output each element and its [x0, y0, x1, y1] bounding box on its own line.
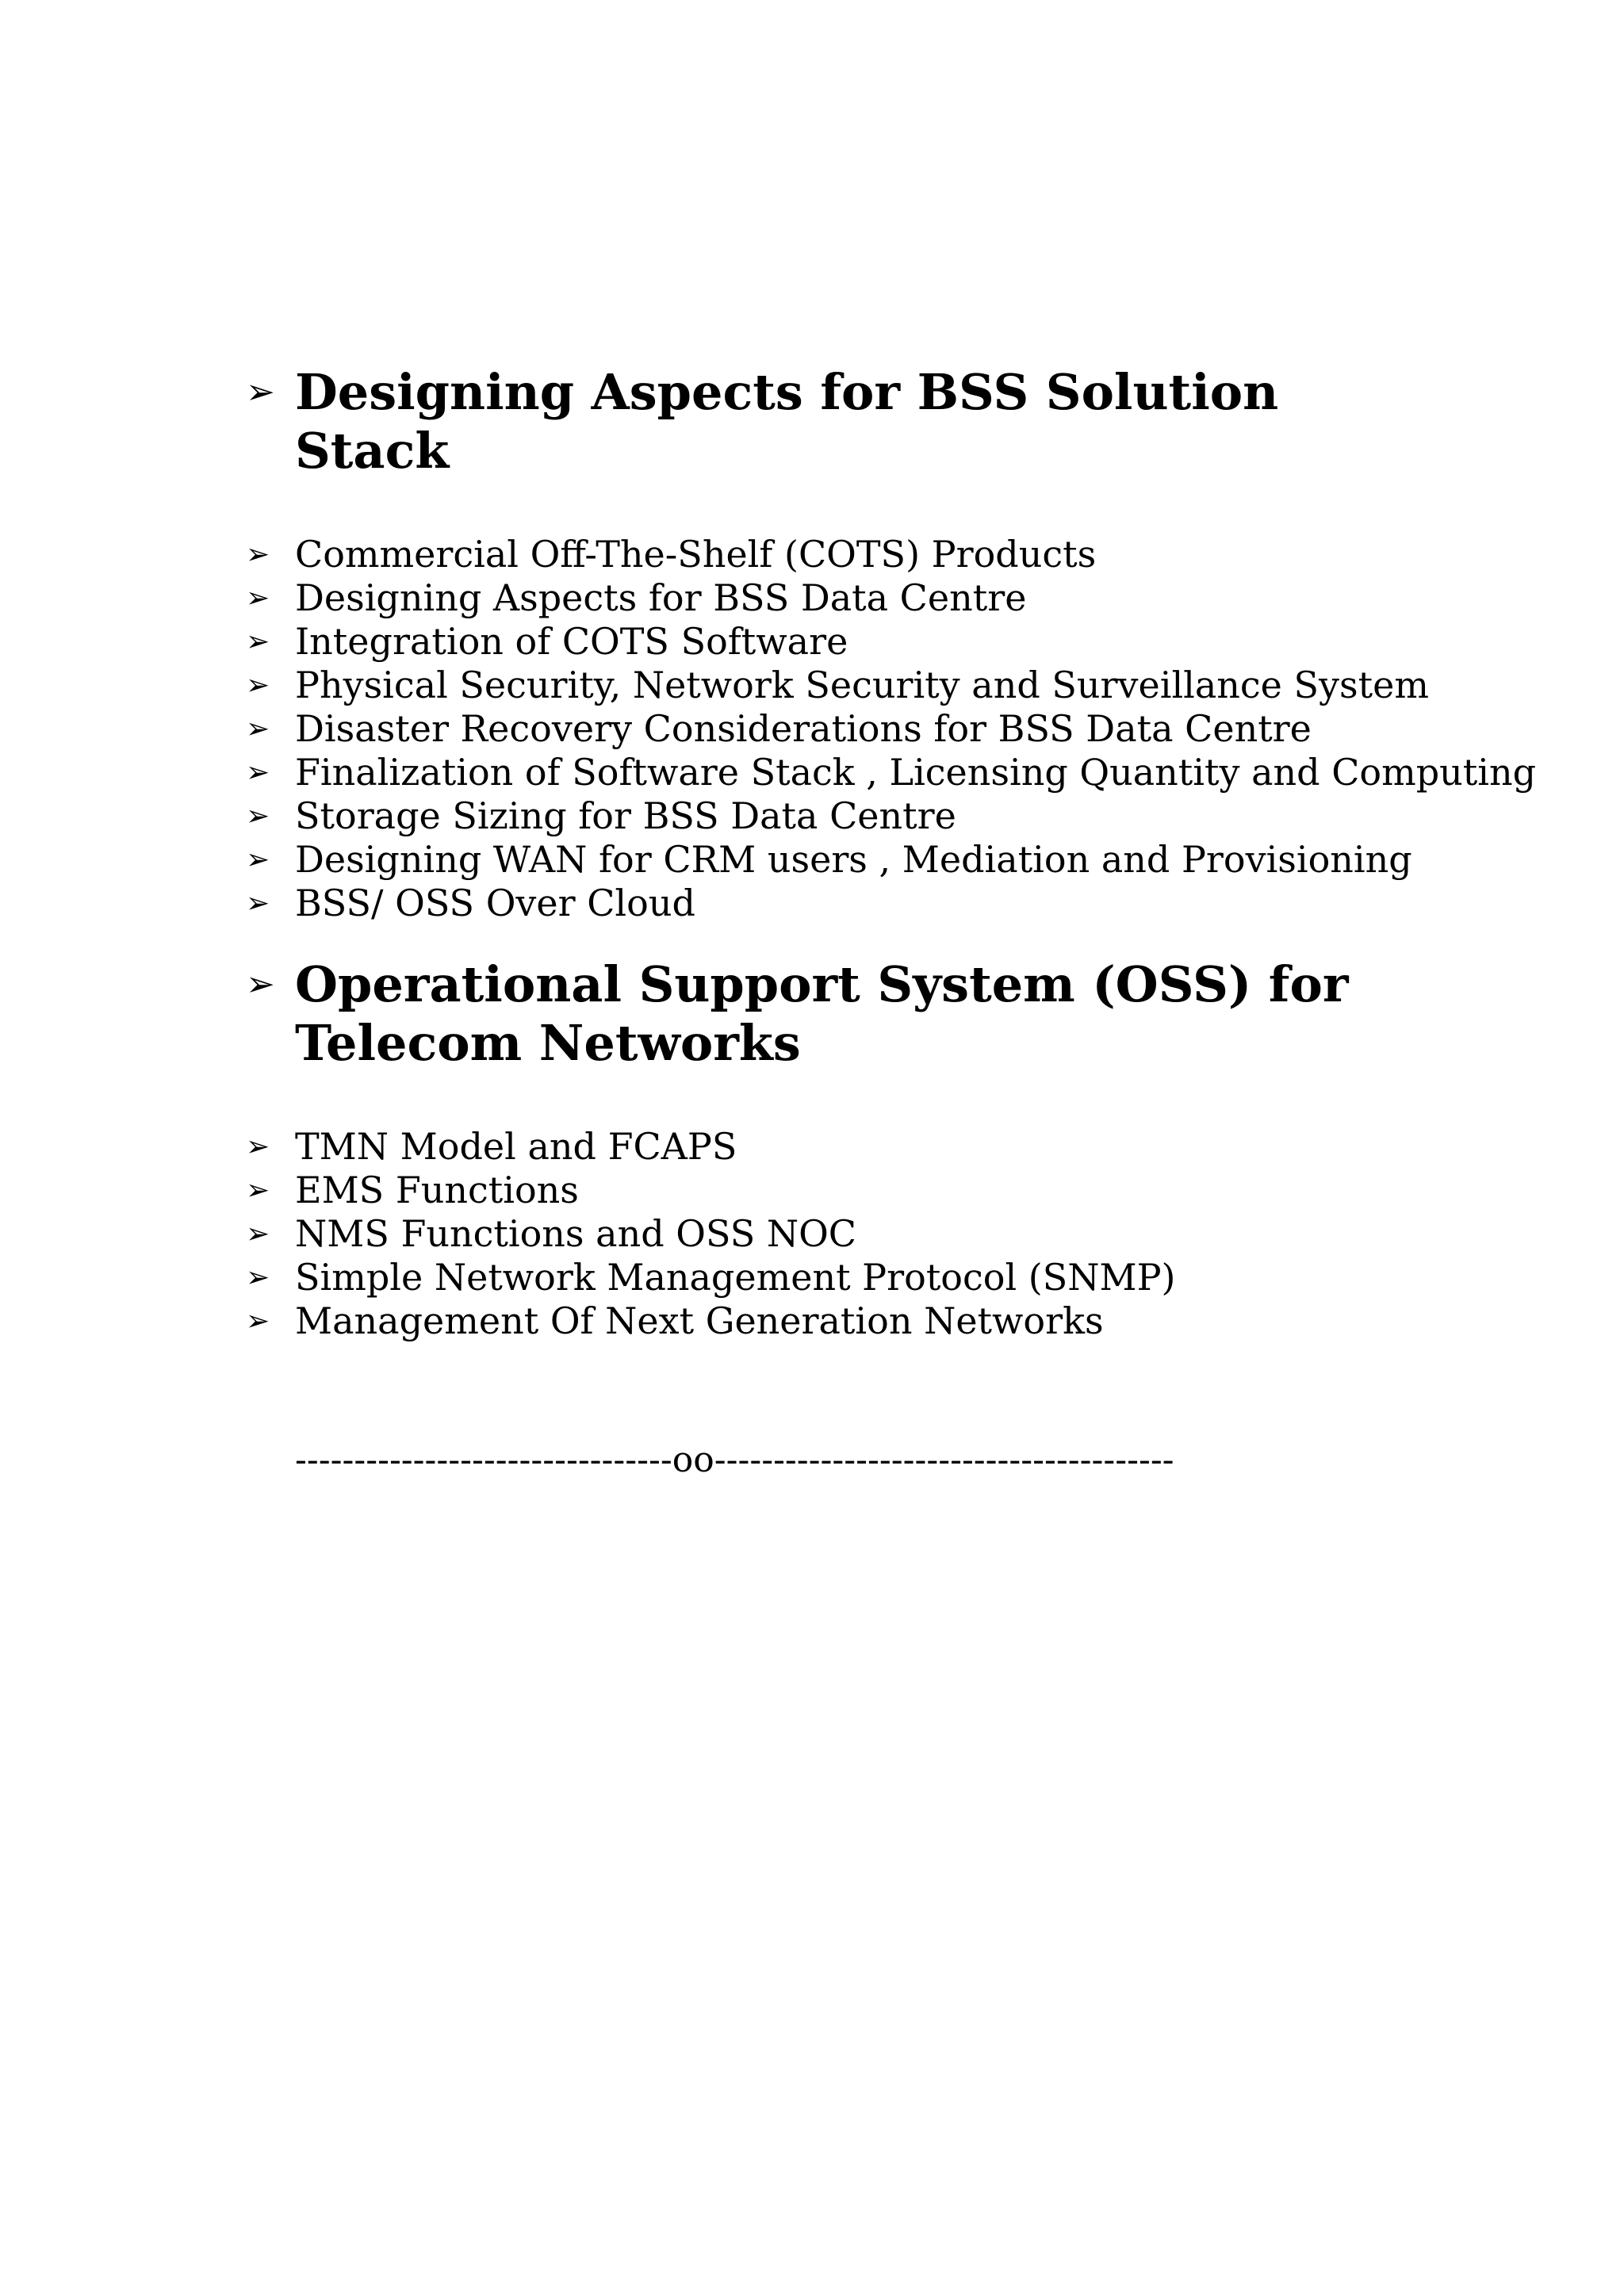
arrowhead-bullet-icon: ➢	[246, 538, 270, 571]
arrowhead-bullet-icon: ➢	[246, 1218, 270, 1250]
list-item	[246, 576, 1435, 620]
list-item-text: Physical Security, Network Security and Surveillance System	[295, 664, 1429, 706]
arrowhead-bullet-icon: ➢	[246, 626, 270, 658]
list-item	[246, 882, 1435, 925]
arrowhead-bullet-icon: ➢	[246, 669, 270, 702]
list-item-text: Designing Aspects for BSS Data Centre	[295, 576, 1027, 619]
list-item-text: BSS/ OSS Over Cloud	[295, 882, 695, 924]
list-item-text: Simple Network Management Protocol (SNMP)	[295, 1256, 1176, 1299]
bullet-list	[246, 533, 1537, 925]
end-divider: --------------------------------oo---------------------------------------	[295, 1440, 1174, 1480]
list-item	[246, 1212, 1435, 1256]
bullet-list	[246, 1125, 1435, 1343]
list-item-text: Finalization of Software Stack , Licensing Quantity and Computing	[295, 751, 1537, 794]
arrowhead-bullet-icon: ➢	[246, 372, 275, 412]
arrowhead-bullet-icon: ➢	[246, 964, 275, 1004]
section-heading-text: Operational Support System (OSS) for Telecom Networks	[295, 955, 1349, 1072]
list-item-text: Storage Sizing for BSS Data Centre	[295, 794, 956, 837]
list-item-text: Management Of Next Generation Networks	[295, 1299, 1104, 1342]
list-item-text: NMS Functions and OSS NOC	[295, 1212, 856, 1255]
arrowhead-bullet-icon: ➢	[246, 582, 270, 614]
list-item-text: EMS Functions	[295, 1169, 579, 1211]
list-item-text: TMN Model and FCAPS	[295, 1125, 737, 1168]
arrowhead-bullet-icon: ➢	[246, 713, 270, 745]
arrowhead-bullet-icon: ➢	[246, 1131, 270, 1163]
arrowhead-bullet-icon: ➢	[246, 756, 270, 789]
list-item-text: Disaster Recovery Considerations for BSS Data Centre	[295, 707, 1312, 750]
section-heading	[246, 955, 1435, 1073]
list-item-text: Integration of COTS Software	[295, 620, 848, 663]
section-bss-design	[246, 363, 1537, 925]
arrowhead-bullet-icon: ➢	[246, 800, 270, 832]
arrowhead-bullet-icon: ➢	[246, 1174, 270, 1207]
arrowhead-bullet-icon: ➢	[246, 844, 270, 876]
arrowhead-bullet-icon: ➢	[246, 887, 270, 920]
list-item	[246, 1125, 1435, 1169]
list-item	[246, 751, 1537, 794]
list-item-text: Designing WAN for CRM users , Mediation and Provisioning	[295, 838, 1412, 881]
list-item	[246, 794, 1435, 838]
list-item	[246, 620, 1435, 664]
section-heading	[246, 363, 1435, 480]
list-item	[246, 838, 1435, 882]
list-item	[246, 664, 1435, 707]
section-oss-telecom	[246, 955, 1435, 1343]
list-item	[246, 533, 1435, 576]
list-item	[246, 1256, 1435, 1299]
list-item	[246, 707, 1435, 751]
list-item	[246, 1169, 1435, 1212]
arrowhead-bullet-icon: ➢	[246, 1305, 270, 1337]
section-heading-text: Designing Aspects for BSS Solution Stack	[295, 363, 1279, 480]
list-item	[246, 1299, 1435, 1343]
list-item-text: Commercial Off-The-Shelf (COTS) Products	[295, 533, 1097, 576]
arrowhead-bullet-icon: ➢	[246, 1261, 270, 1294]
